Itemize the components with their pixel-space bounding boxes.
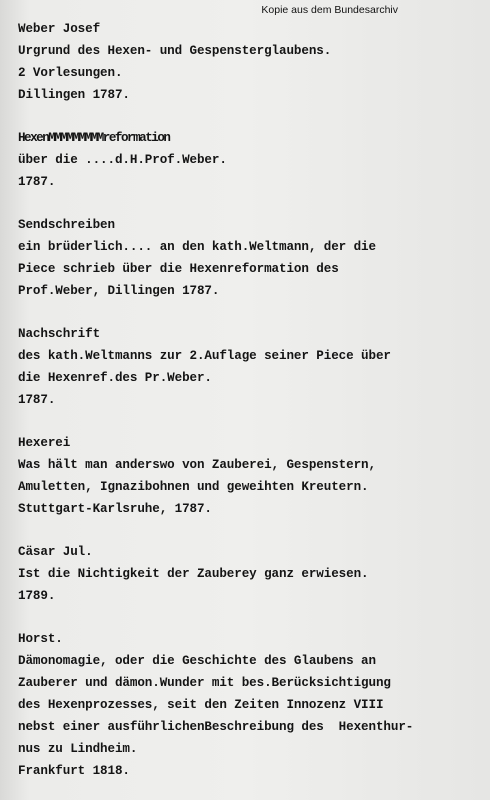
entry-nachschrift (18, 323, 486, 411)
entry-heading: Hexerei (18, 436, 71, 450)
entry-caesar (18, 541, 486, 607)
entry-year: 1787. (18, 393, 56, 407)
entry-horst (18, 628, 486, 782)
entry-hexenreformation (18, 127, 486, 193)
entry-year: 1787. (18, 175, 56, 189)
entry-line: über die ....d.H.Prof.Weber. (18, 153, 227, 167)
entry-line: nus zu Lindheim. (18, 742, 138, 756)
entry-line: Piece schrieb über die Hexenreformation des (18, 262, 339, 276)
entry-title: Urgrund des Hexen- und Gespensterglaubens. (18, 44, 332, 58)
entry-line: Was hält man anderswo von Zauberei, Gespenstern, (18, 458, 376, 472)
entry-title: Dämonomagie, oder die Geschichte des Glaubens an (18, 654, 376, 668)
entry-heading: Sendschreiben (18, 218, 115, 232)
entry-place-year: Prof.Weber, Dillingen 1787. (18, 284, 220, 298)
entry-line: 2 Vorlesungen. (18, 66, 123, 80)
entry-line: ein brüderlich.... an den kath.Weltmann, der die (18, 240, 376, 254)
entry-line: die Hexenref.des Pr.Weber. (18, 371, 212, 385)
entry-hexerei (18, 432, 486, 520)
entry-line: nebst einer ausführlichenBeschreibung des Hexenthur- (18, 720, 414, 734)
bibliography-list (18, 18, 486, 782)
entry-weber-urgrund (18, 18, 486, 106)
entry-author: Weber Josef (18, 22, 101, 36)
entry-line: Zauberer und dämon.Wunder mit bes.Berücksichtigung (18, 676, 391, 690)
entry-heading: Nachschrift (18, 327, 101, 341)
entry-heading: HexenMMMMMMMMMreformation (18, 131, 170, 145)
entry-line: des kath.Weltmanns zur 2.Auflage seiner Piece über (18, 349, 391, 363)
entry-place-year: Dillingen 1787. (18, 88, 130, 102)
archive-stamp: Kopie aus dem Bundesarchiv (261, 4, 398, 16)
entry-author: Horst. (18, 632, 63, 646)
entry-author: Cäsar Jul. (18, 545, 93, 559)
entry-place-year: Frankfurt 1818. (18, 764, 130, 778)
entry-sendschreiben (18, 214, 486, 302)
entry-year: 1789. (18, 589, 56, 603)
entry-place-year: Stuttgart-Karlsruhe, 1787. (18, 502, 212, 516)
entry-title: Ist die Nichtigkeit der Zauberey ganz erwiesen. (18, 567, 369, 581)
entry-line: Amuletten, Ignazibohnen und geweihten Kreutern. (18, 480, 369, 494)
entry-line: des Hexenprozesses, seit den Zeiten Innozenz VIII (18, 698, 384, 712)
